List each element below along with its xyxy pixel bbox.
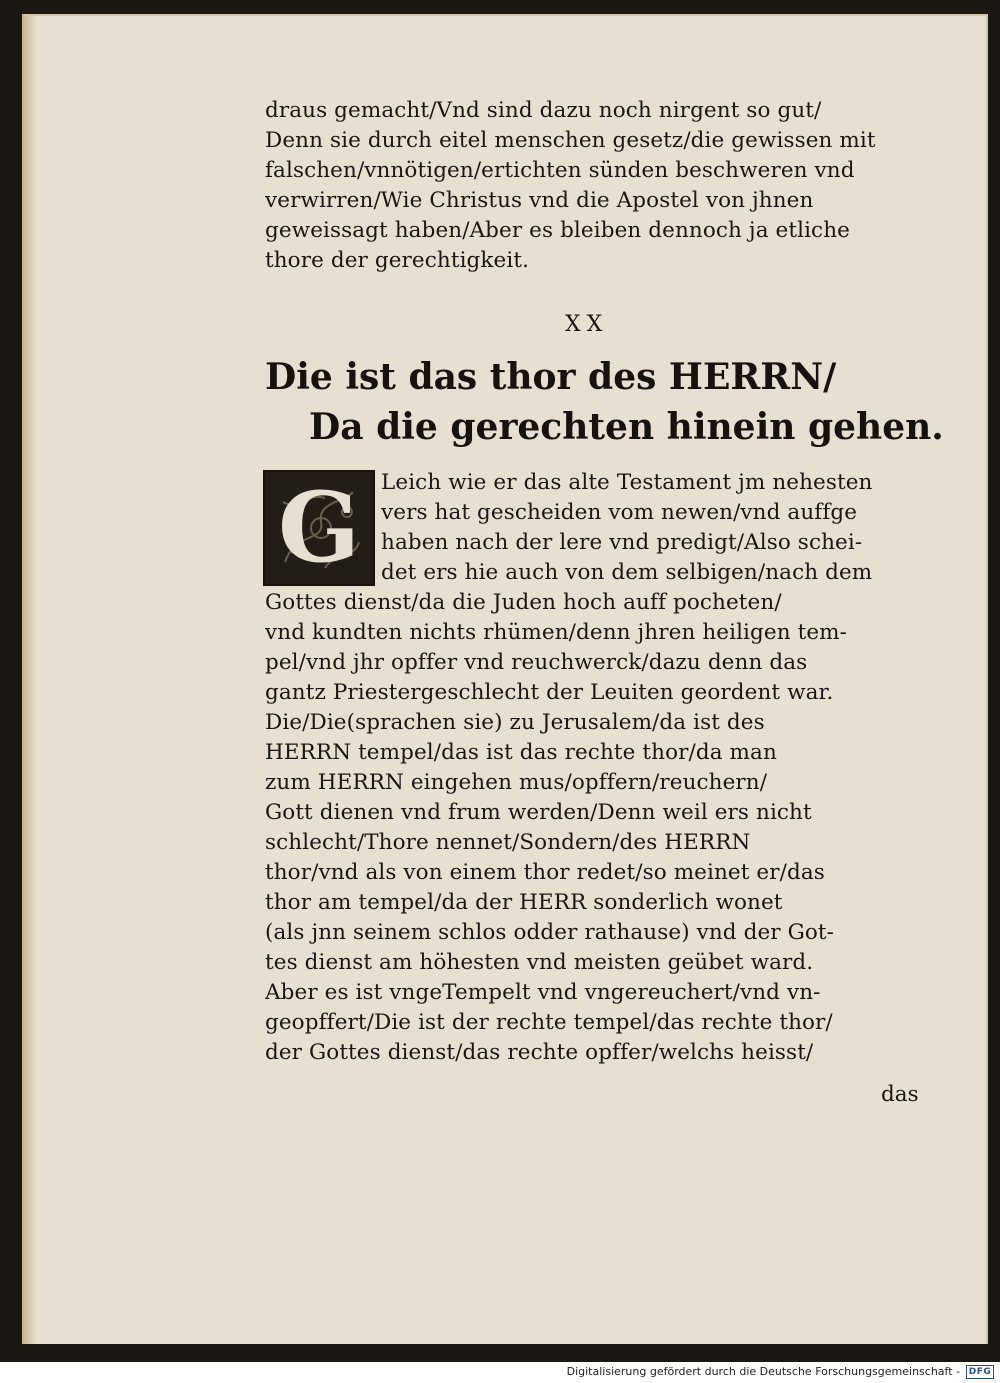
text-line: (als jnn seinem schlos odder rathause) vnd der Got- xyxy=(265,920,835,945)
text-line: Gottes dienst/da die Juden hoch auff pocheten/ xyxy=(265,590,782,615)
text-line: verwirren/Wie Christus vnd die Apostel von jhnen xyxy=(265,188,814,213)
footer-bar xyxy=(0,1362,1000,1383)
text-line: geweissagt haben/Aber es bleiben dennoch ja etliche xyxy=(265,218,850,243)
text-line: Die/Die(sprachen sie) zu Jerusalem/da ist des xyxy=(265,710,765,735)
text-line: Denn sie durch eitel menschen gesetz/die gewissen mit xyxy=(265,128,876,153)
text-line: vnd kundten nichts rhümen/denn jhren heiligen tem- xyxy=(265,620,848,645)
text-line: Aber es ist vngeTempelt vnd vngereuchert/vnd vn- xyxy=(265,980,821,1005)
text-line: Leich wie er das alte Testament jm nehesten xyxy=(381,470,873,495)
text-line: tes dienst am höhesten vnd meisten geübet ward. xyxy=(265,950,814,975)
text-line: gantz Priestergeschlecht der Leuiten geordent war. xyxy=(265,680,834,705)
book-page xyxy=(22,14,988,1344)
heading-line: Da die gerechten hinein gehen. xyxy=(309,406,944,448)
top-paragraph xyxy=(265,96,965,276)
text-line: falschen/vnnötigen/ertichten sünden beschweren vnd xyxy=(265,158,855,183)
section-heading xyxy=(265,352,965,452)
dfg-logo-icon: DFG xyxy=(966,1365,994,1379)
heading-line: Die ist das thor des HERRN/ xyxy=(265,356,837,398)
catchword: das xyxy=(881,1082,919,1107)
text-line: thor am tempel/da der HERR sonderlich wonet xyxy=(265,890,783,915)
text-line: vers hat gescheiden vom newen/vnd auffge xyxy=(381,500,858,525)
section-number: XX xyxy=(565,312,609,337)
text-line: draus gemacht/Vnd sind dazu noch nirgent so gut/ xyxy=(265,98,822,123)
funding-notice: Digitalisierung gefördert durch die Deutsche Forschungsgemeinschaft - xyxy=(566,1365,960,1378)
body-paragraph xyxy=(265,468,965,1068)
text-line: geopffert/Die ist der rechte tempel/das rechte thor/ xyxy=(265,1010,833,1035)
text-line: thore der gerechtigkeit. xyxy=(265,248,530,273)
text-line: HERRN tempel/das ist das rechte thor/da man xyxy=(265,740,777,765)
text-line: zum HERRN eingehen mus/opffern/reuchern/ xyxy=(265,770,768,795)
drop-cap-letter: G xyxy=(278,471,360,584)
text-line: det ers hie auch von dem selbigen/nach dem xyxy=(381,560,873,585)
text-line: haben nach der lere vnd predigt/Also schei- xyxy=(381,530,863,555)
text-line: thor/vnd als von einem thor redet/so meinet er/das xyxy=(265,860,825,885)
text-line: pel/vnd jhr opffer vnd reuchwerck/dazu denn das xyxy=(265,650,808,675)
text-line: schlecht/Thore nennet/Sondern/des HERRN xyxy=(265,830,751,855)
text-line: der Gottes dienst/das rechte opffer/welchs heisst/ xyxy=(265,1040,814,1065)
text-line: Gott dienen vnd frum werden/Denn weil ers nicht xyxy=(265,800,812,825)
